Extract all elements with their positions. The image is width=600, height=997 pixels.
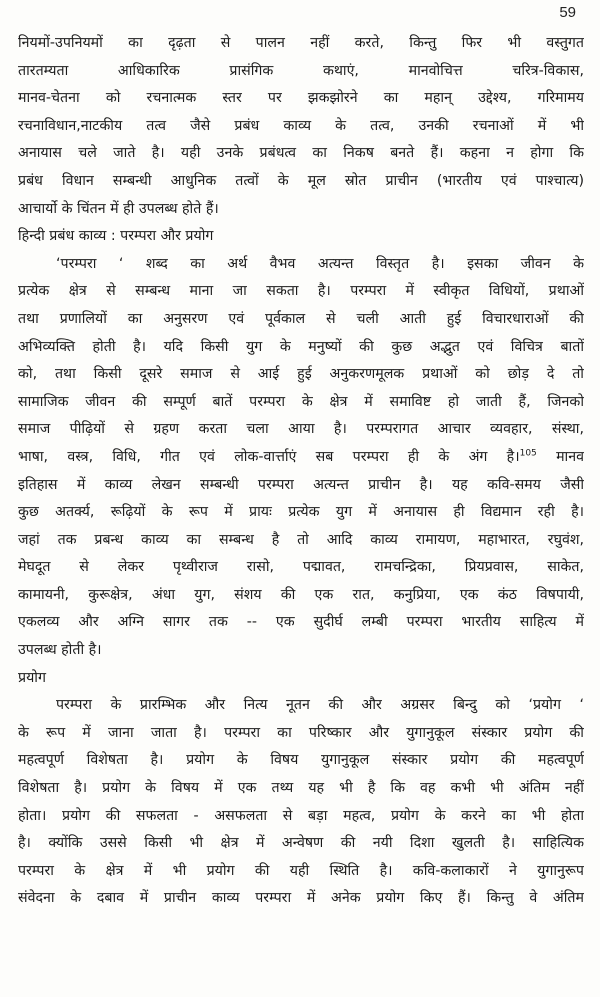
- text-line: कुछ अतर्क्य, रूढ़ियों के रूप में प्रायः प्रत्येक युग में अनायास ही विद्यमान रही है।: [18, 504, 584, 521]
- text-line: उपलब्ध होती है।: [18, 642, 102, 659]
- text-line: परम्परा के प्रारम्भिक और नित्य नूतन की और अग्रसर बिन्दु को ‘प्रयोग ‘: [56, 697, 584, 714]
- text-line: विशेषता है। प्रयोग के विषय में एक तथ्य यह भी है कि वह कभी भी अंतिम नहीं: [18, 780, 584, 797]
- text-line: नियमों-उपनियमों का दृढ़ता से पालन नहीं करते, किन्तु फिर भी वस्तुगत: [18, 35, 584, 51]
- text-line: परम्परा के क्षेत्र में भी प्रयोग की यही स्थिति है। कवि-कलाकारों ने युगानुरूप: [18, 862, 584, 879]
- text-line: को, तथा किसी दूसरे समाज से आई हुई अनुकरणमूलक प्रथाओं को छोड़ दे तो: [18, 366, 584, 383]
- text-line: तारतम्यता आधिकारिक प्रासंगिक कथाएं, मानवोचित्त चरित्र-विकास,: [18, 62, 584, 79]
- text-line: कामायनी, कुरूक्षेत्र, अंधा युग, संशय की एक रात, कनुप्रिया, एक कंठ विषपायी,: [18, 586, 584, 603]
- text-fragment: भाषा, वस्त्र, विधि, गीत एवं लोक-वार्त्ताएं सब परम्परा ही के अंग है।: [18, 448, 520, 465]
- text-line: है। क्योंकि उससे किसी भी क्षेत्र में अन्वेषण की नयी दिशा खुलती है। साहित्यिक: [18, 835, 584, 852]
- text-line: होता। प्रयोग की सफलता - असफलता से बड़ा महत्व, प्रयोग के करने का भी होता: [18, 807, 584, 824]
- text-line: महत्वपूर्ण विशेषता है। प्रयोग के विषय युगानुकूल संस्कार प्रयोग की महत्वपूर्ण: [18, 752, 584, 769]
- text-line: के रूप में जाना जाता है। परम्परा का परिष्कार और युगानुकूल संस्कार प्रयोग की: [18, 724, 584, 741]
- text-line: मेघदूत से लेकर पृथ्वीराज रासो, पद्मावत, रामचन्द्रिका, प्रियप्रवास, साकेत,: [18, 559, 584, 576]
- text-line: तथा प्रणालियों का अनुसरण एवं पूर्वकाल से चली आती हुई विचारधाराओं की: [18, 310, 584, 327]
- text-line: संवेदना के दबाव में प्राचीन काव्य परम्परा में अनेक प्रयोग किए हैं। किन्तु वे अंतिम: [18, 890, 584, 907]
- text-fragment: मानव: [536, 448, 584, 465]
- text-line-with-footnote: [18, 444, 584, 472]
- text-line: समाज पीढ़ियों से ग्रहण करता चला आया है। परम्परागत आचार व्यवहार, संस्था,: [18, 421, 584, 438]
- footnote-reference: 105: [519, 448, 537, 459]
- page-body: [18, 30, 584, 913]
- page-number: 59: [559, 4, 576, 21]
- text-line: जहां तक प्रबन्ध काव्य का सम्बन्ध है तो आदि काव्य रामायण, महाभारत, रघुवंश,: [18, 531, 584, 548]
- text-line: अनायास चले जाते है। यही उनके प्रबंधत्व का निकष बनते हैं। कहना न होगा कि: [18, 145, 584, 162]
- text-line: एकलव्य और अग्नि सागर तक -- एक सुदीर्घ लम्बी परम्परा भारतीय साहित्य में: [18, 614, 584, 631]
- text-line: मानव-चेतना को रचनात्मक स्तर पर झकझोरने का महान् उद्देश्य, गरिमामय: [18, 90, 584, 107]
- text-line: आचार्यो के चिंतन में ही उपलब्ध होते हैं।: [18, 200, 219, 217]
- text-line: प्रबंध विधान सम्बन्धी आधुनिक तत्वों के मूल स्रोत प्राचीन (भारतीय एवं पाश्चात्य): [18, 172, 584, 189]
- text-line: रचनाविधान,नाटकीय तत्व जैसे प्रबंध काव्य के तत्व, उनकी रचनाओं में भी: [18, 117, 584, 134]
- section-heading: प्रयोग: [18, 669, 46, 686]
- text-line: इतिहास में काव्य लेखन सम्बन्धी परम्परा अत्यन्त प्राचीन है। यह कवि-समय जैसी: [18, 476, 584, 493]
- text-line: प्रत्येक क्षेत्र से सम्बन्ध माना जा सकता है। परम्परा में स्वीकृत विधियों, प्रथाओं: [18, 283, 584, 300]
- text-line: सामाजिक जीवन की सम्पूर्ण बातें परम्परा के क्षेत्र में समाविष्ट हो जाती हैं, जिनको: [18, 393, 584, 410]
- section-heading: हिन्दी प्रबंध काव्य : परम्परा और प्रयोग: [18, 228, 214, 245]
- text-line: ‘परम्परा ‘ शब्द का अर्थ वैभव अत्यन्त विस्तृत है। इसका जीवन के: [56, 255, 584, 272]
- text-line: अभिव्यक्ति होती है। यदि किसी युग के मनुष्यों की कुछ अद्भुत एवं विचित्र बातों: [18, 338, 584, 355]
